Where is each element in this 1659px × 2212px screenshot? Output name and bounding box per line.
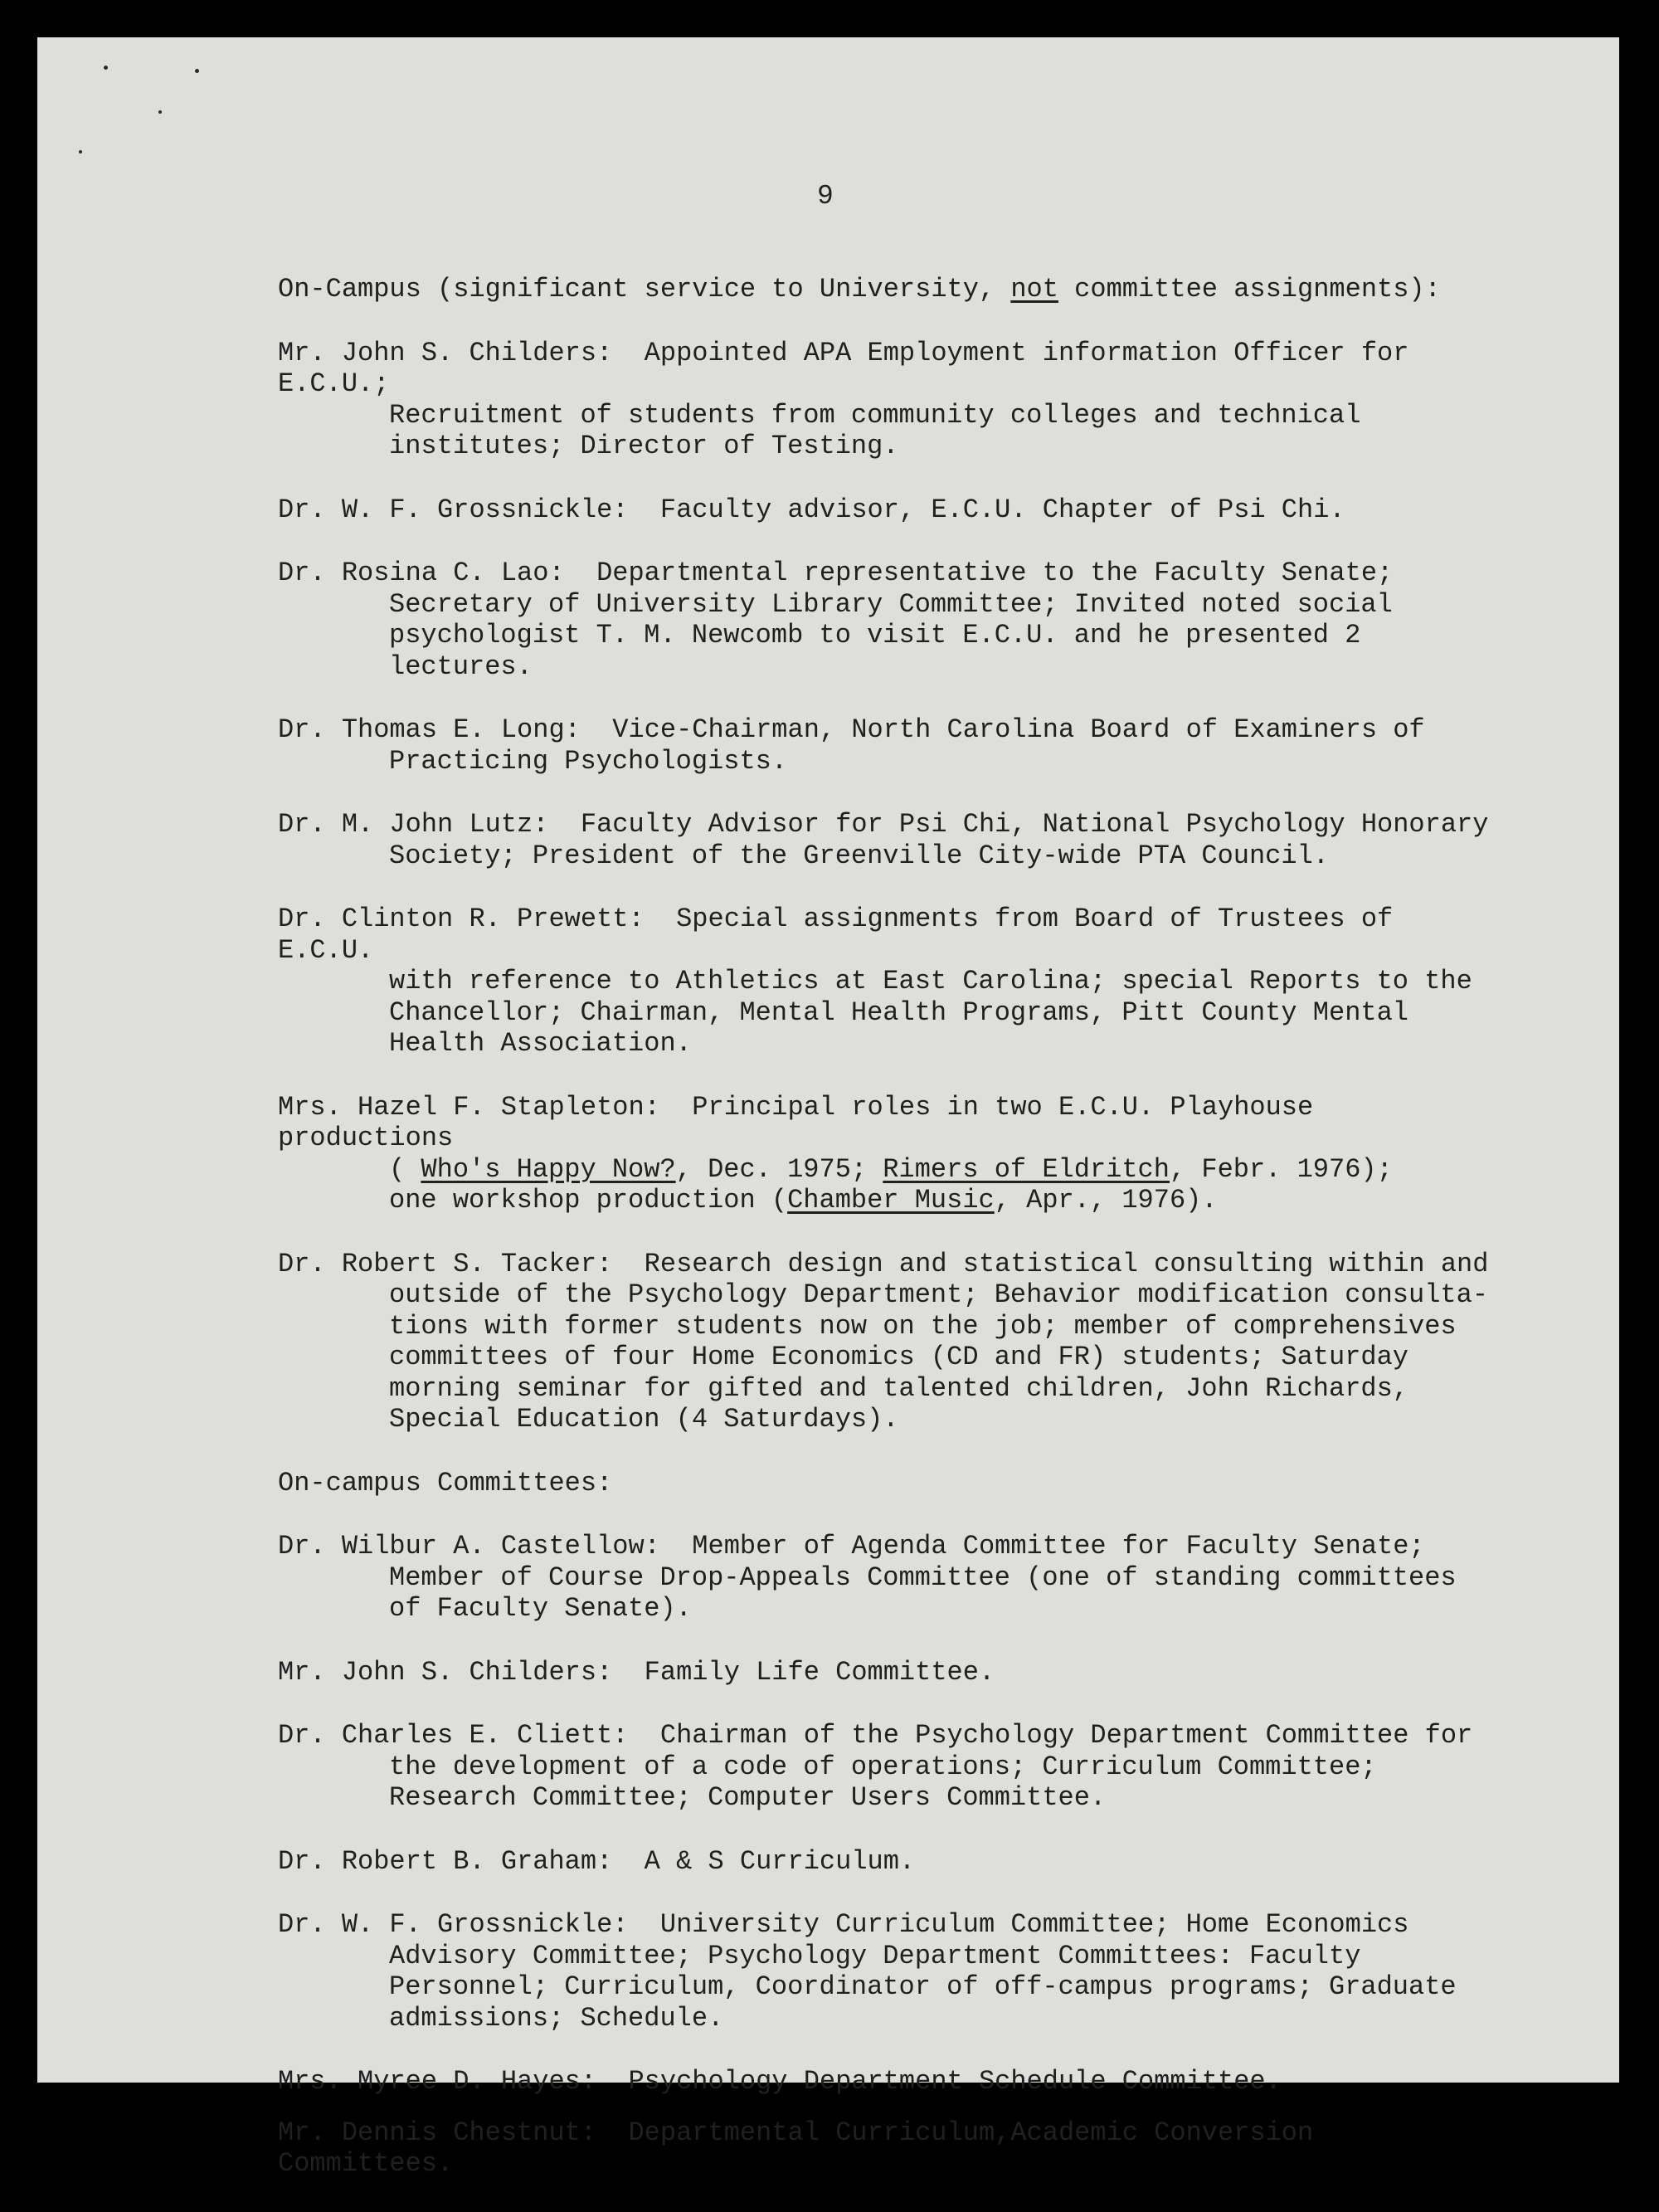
service-entry-childers — [278, 338, 1497, 462]
entry-line: morning seminar for gifted and talented children, John Richards, — [389, 1372, 1408, 1404]
person-name: Dr. Rosina C. Lao: — [278, 558, 565, 588]
entry-text: , Dec. 1975; — [675, 1153, 883, 1185]
entry-text: Member of Agenda Committee for Faculty Senate; — [692, 1531, 1425, 1562]
entry-line: Recruitment of students from community colleges and technical — [389, 399, 1361, 431]
person-name: Dr. W. F. Grossnickle: — [278, 1909, 629, 1940]
play-title: Rimers of Eldritch — [883, 1153, 1170, 1185]
entry-line — [278, 1185, 1497, 1216]
service-entry-stapleton — [278, 1092, 1497, 1216]
person-name: Mr. Dennis Chestnut: — [278, 2117, 597, 2148]
scan-speck — [195, 69, 199, 73]
committee-entry-chestnut — [278, 2117, 1497, 2180]
entry-text: Departmental representative to the Faculty Senate; — [596, 558, 1394, 588]
service-entry-lao — [278, 558, 1497, 682]
entry-line: Personnel; Curriculum, Coordinator of off-campus programs; Graduate — [389, 1971, 1457, 2002]
entry-text: Principal roles in two E.C.U. Playhouse productions — [278, 1091, 1314, 1153]
person-name: Dr. Robert B. Graham: — [278, 1845, 613, 1877]
entry-text: one workshop production ( — [389, 1185, 788, 1216]
entry-text: A & S Curriculum. — [644, 1845, 916, 1877]
section-heading-on-campus-service — [278, 274, 1497, 305]
play-title: Who's Happy Now? — [421, 1153, 676, 1185]
entry-line: Research Committee; Computer Users Committee. — [389, 1782, 1107, 1813]
entry-line: tions with former students now on the job; member of comprehensives — [389, 1310, 1457, 1342]
entry-text: Psychology Department Schedule Committee. — [628, 2066, 1282, 2097]
section-heading-committees: On-campus Committees: — [278, 1467, 613, 1498]
entry-text: Research design and statistical consulting within and — [644, 1248, 1489, 1279]
person-name: Dr. Robert S. Tacker: — [278, 1248, 613, 1279]
entry-line: institutes; Director of Testing. — [389, 431, 899, 461]
entry-line: psychologist T. M. Newcomb to visit E.C.U. and he presented 2 lectures. — [389, 620, 1361, 682]
service-entry-prewett — [278, 904, 1497, 1060]
committee-entry-cliett — [278, 1720, 1497, 1814]
heading-text: On-Campus (significant service to University, — [278, 274, 1011, 305]
entry-line: Member of Course Drop-Appeals Committee (one of standing committees — [389, 1562, 1457, 1593]
service-entry-long — [278, 714, 1497, 777]
person-name: Dr. W. F. Grossnickle: — [278, 494, 629, 525]
entry-line: Secretary of University Library Committee; Invited noted social — [389, 588, 1393, 620]
heading-text: committee assignments): — [1058, 274, 1441, 305]
entry-line: committees of four Home Economics (CD and FR) students; Saturday — [389, 1342, 1408, 1372]
entry-text: Appointed APA Employment information Officer for E.C.U.; — [278, 337, 1409, 399]
entry-text: , Febr. 1976); — [1169, 1153, 1393, 1185]
scan-speck — [104, 66, 108, 70]
entry-line: Health Association. — [389, 1028, 692, 1059]
heading-underlined-word: not — [1010, 274, 1058, 305]
entry-text: Special assignments from Board of Trustees of E.C.U. — [278, 904, 1394, 966]
entry-text: Chairman of the Psychology Department Committee for — [659, 1720, 1473, 1751]
person-name: Mrs. Myree D. Hayes: — [278, 2066, 597, 2097]
committee-entry-hayes — [278, 2066, 1497, 2098]
entry-line: Society; President of the Greenville City-wide PTA Council. — [389, 840, 1329, 871]
entry-line: Special Education (4 Saturdays). — [389, 1404, 899, 1435]
entry-text: , Apr., 1976). — [994, 1185, 1218, 1216]
person-name: Dr. Thomas E. Long: — [278, 714, 581, 745]
person-name: Mr. John S. Childers: — [278, 337, 613, 368]
person-name: Dr. Charles E. Cliett: — [278, 1720, 629, 1751]
document-body — [278, 274, 1497, 2212]
entry-text: Faculty advisor, E.C.U. Chapter of Psi Chi. — [659, 494, 1345, 525]
committee-entry-grossnickle — [278, 1909, 1497, 2034]
service-entry-grossnickle — [278, 495, 1497, 526]
play-title: Chamber Music — [787, 1185, 995, 1216]
entry-line — [278, 1154, 1497, 1186]
person-name: Mrs. Hazel F. Stapleton: — [278, 1091, 660, 1123]
committee-entry-castellow — [278, 1531, 1497, 1625]
person-name: Dr. Clinton R. Prewett: — [278, 904, 645, 934]
person-name: Dr. Wilbur A. Castellow: — [278, 1531, 660, 1562]
page-number: 9 — [817, 181, 834, 212]
entry-line: Advisory Committee; Psychology Department Committees: Faculty — [389, 1940, 1361, 1971]
entry-text: ( — [389, 1153, 421, 1185]
entry-line: of Faculty Senate). — [389, 1593, 692, 1624]
entry-line: outside of the Psychology Department; Behavior modification consulta- — [389, 1279, 1489, 1310]
person-name: Mr. John S. Childers: — [278, 1656, 613, 1688]
scan-speck — [79, 150, 82, 153]
committee-entry-childers — [278, 1657, 1497, 1688]
entry-line: admissions; Schedule. — [389, 2002, 724, 2034]
entry-text: Family Life Committee. — [644, 1656, 995, 1688]
entry-text: Faculty Advisor for Psi Chi, National Psychology Honorary — [580, 809, 1489, 840]
entry-line: Chancellor; Chairman, Mental Health Programs, Pitt County Mental — [389, 996, 1408, 1028]
committee-entry-graham — [278, 1846, 1497, 1878]
entry-text: University Curriculum Committee; Home Economics — [659, 1909, 1409, 1940]
entry-line: with reference to Athletics at East Carolina; special Reports to the — [389, 966, 1472, 996]
service-entry-tacker — [278, 1249, 1497, 1435]
service-entry-lutz — [278, 809, 1497, 871]
person-name: Dr. M. John Lutz: — [278, 809, 549, 840]
entry-line: the development of a code of operations; Curriculum Committee; — [389, 1751, 1377, 1782]
scan-speck — [158, 110, 162, 114]
entry-line: Practicing Psychologists. — [389, 745, 788, 777]
entry-text: Vice-Chairman, North Carolina Board of Examiners of — [612, 714, 1425, 745]
entry-text: Departmental Curriculum,Academic Conversion Committees. — [278, 2117, 1314, 2179]
